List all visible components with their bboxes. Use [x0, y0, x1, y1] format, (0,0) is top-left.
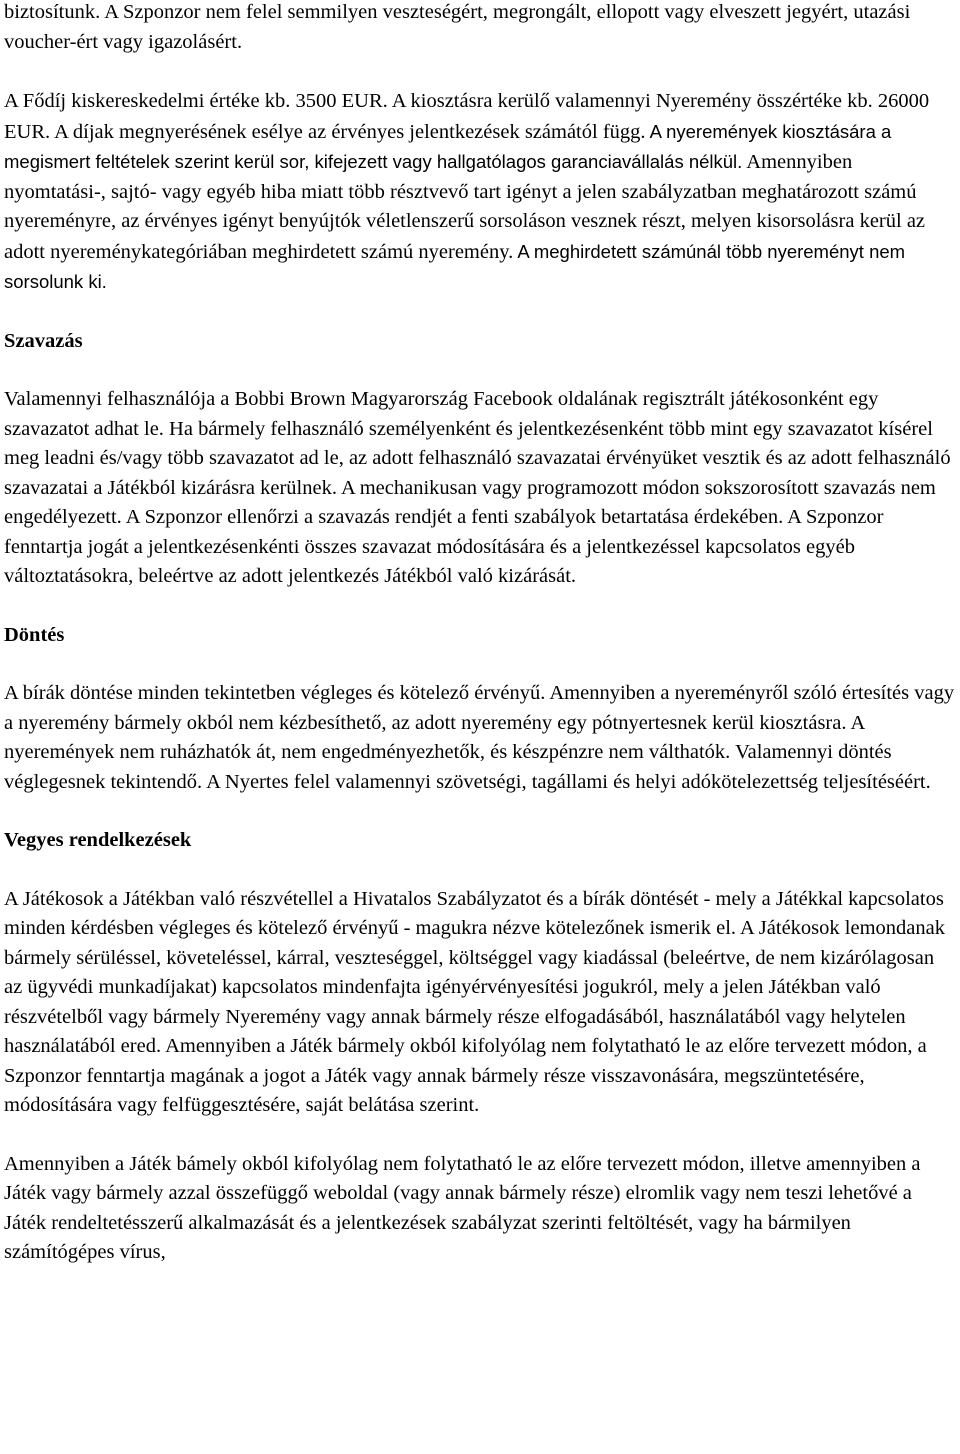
- paragraph-vegyes-1: A Játékosok a Játékban való részvétellel a Hivatalos Szabályzatot és a bírák döntését - mely a Játékkal kapcsolatos minden kérdésben végleges és kötelező érvényű - magukra nézve kötelezőnek ismerik el. A Játékosok lemondanak bármely sérüléssel, követeléssel, kárral, veszteséggel, költséggel vagy kiadással (beleértve, de nem kizárólagosan az ügyvédi munkadíjakat) kapcsolatos mindenfajta igényérvényesítési jogukról, mely a jelen Játékban való részvételből vagy bármely Nyeremény vagy annak bármely része elfogadásából, használatából vagy helytelen használatából ered. Amennyiben a Játék bármely okból kifolyólag nem folytatható le az előre tervezett módon, a Szponzor fenntartja magának a jogot a Játék vagy annak bármely része visszavonására, megszüntetésére, módosítására vagy felfüggesztésére, saját belátása szerint.: [4, 887, 945, 1116]
- paragraph-text: Amennyiben nyomtatási-, sajtó- vagy egyéb hiba miatt több résztvevő tart igényt a jelen szabályzatban meghatározott számú nyereményre, az érvényes igényt benyújtók véletlenszerű sorsoláson vesznek részt, melyen kisorsolásra kerül az adott nyereménykategóriában meghirdetett számú nyeremény.: [4, 151, 926, 263]
- paragraph-text-sans: A meghirdetett számúnál több nyereményt nem sorsolunk ki.: [4, 240, 906, 292]
- paragraph-dontes: A bírák döntése minden tekintetben végleges és kötelező érvényű. Amennyiben a nyereményről szóló értesítés vagy a nyeremény bármely okból nem kézbesíthető, az adott nyeremény egy pótnyertesnek kerül kiosztásra. A nyeremények nem ruházhatók át, nem engedményezhetők, és készpénzre nem válthatók. Valamennyi döntés véglegesnek tekintendő. A Nyertes felel valamennyi szövetségi, tagállami és helyi adókötelezettség teljesítéséért.: [4, 682, 955, 793]
- paragraph-text: biztosítunk. A Szponzor nem felel semmilyen veszteségért, megrongált, ellopott vagy elveszett jegyért, utazási voucher-ért vagy igazolásért.: [4, 1, 911, 53]
- section-heading-dontes: Döntés: [4, 623, 65, 646]
- paragraph-intro: [4, 0, 956, 57]
- paragraph-vegyes-2: Amennyiben a Játék bámely okból kifolyólag nem folytatható le az előre tervezett módon, illetve amennyiben a Játék vagy bármely azzal összefüggő weboldal (vagy annak bármely része) elromlik vagy nem teszi lehetővé a Játék rendeltetésszerű alkalmazását és a jelentkezések szabályzat szerinti feltöltését, vagy ha bármilyen számítógépes vírus,: [4, 1152, 921, 1263]
- paragraph-text-sans: A nyeremények kiosztására a megismert feltételek szerint kerül sor, kifejezett vagy hallgatólagos garanciavállalás nélkül.: [4, 120, 892, 172]
- section-heading-szavazas: Szavazás: [4, 329, 83, 352]
- section-heading-vegyes: Vegyes rendelkezések: [4, 829, 192, 851]
- paragraph-szavazas: Valamennyi felhasználója a Bobbi Brown Magyarország Facebook oldalának regisztrált játékosonként egy szavazatot adhat le. Ha bármely felhasználó személyenként és jelentkezésenként több mint egy szavazatot kísérel meg leadni és/vagy több szavazatot ad le, az adott felhasználó szavazatai érvényüket vesztik és az adott felhasználó szavazatai a Játékból kizárásra kerülnek. A mechanikusan vagy programozott módon sokszorosított szavazás nem engedélyezett. A Szponzor ellenőrzi a szavazás rendjét a fenti szabályok betartatása érdekében. A Szponzor fenntartja jogát a jelentkezésenkénti összes szavazat módosítására és a jelentkezéssel kapcsolatos egyéb változtatásokra, beleértve az adott jelentkezés Játékból való kizárását.: [4, 388, 951, 587]
- document-page: [4, 0, 956, 1268]
- paragraph-text: A Fődíj kiskereskedelmi értéke kb. 3500 EUR. A kiosztásra kerülő valamennyi Nyeremény összértéke kb. 26000 EUR. A díjak megnyerésének esélye az érvényes jelentkezések számától függ.: [4, 90, 930, 143]
- paragraph-prizes: [4, 87, 956, 298]
